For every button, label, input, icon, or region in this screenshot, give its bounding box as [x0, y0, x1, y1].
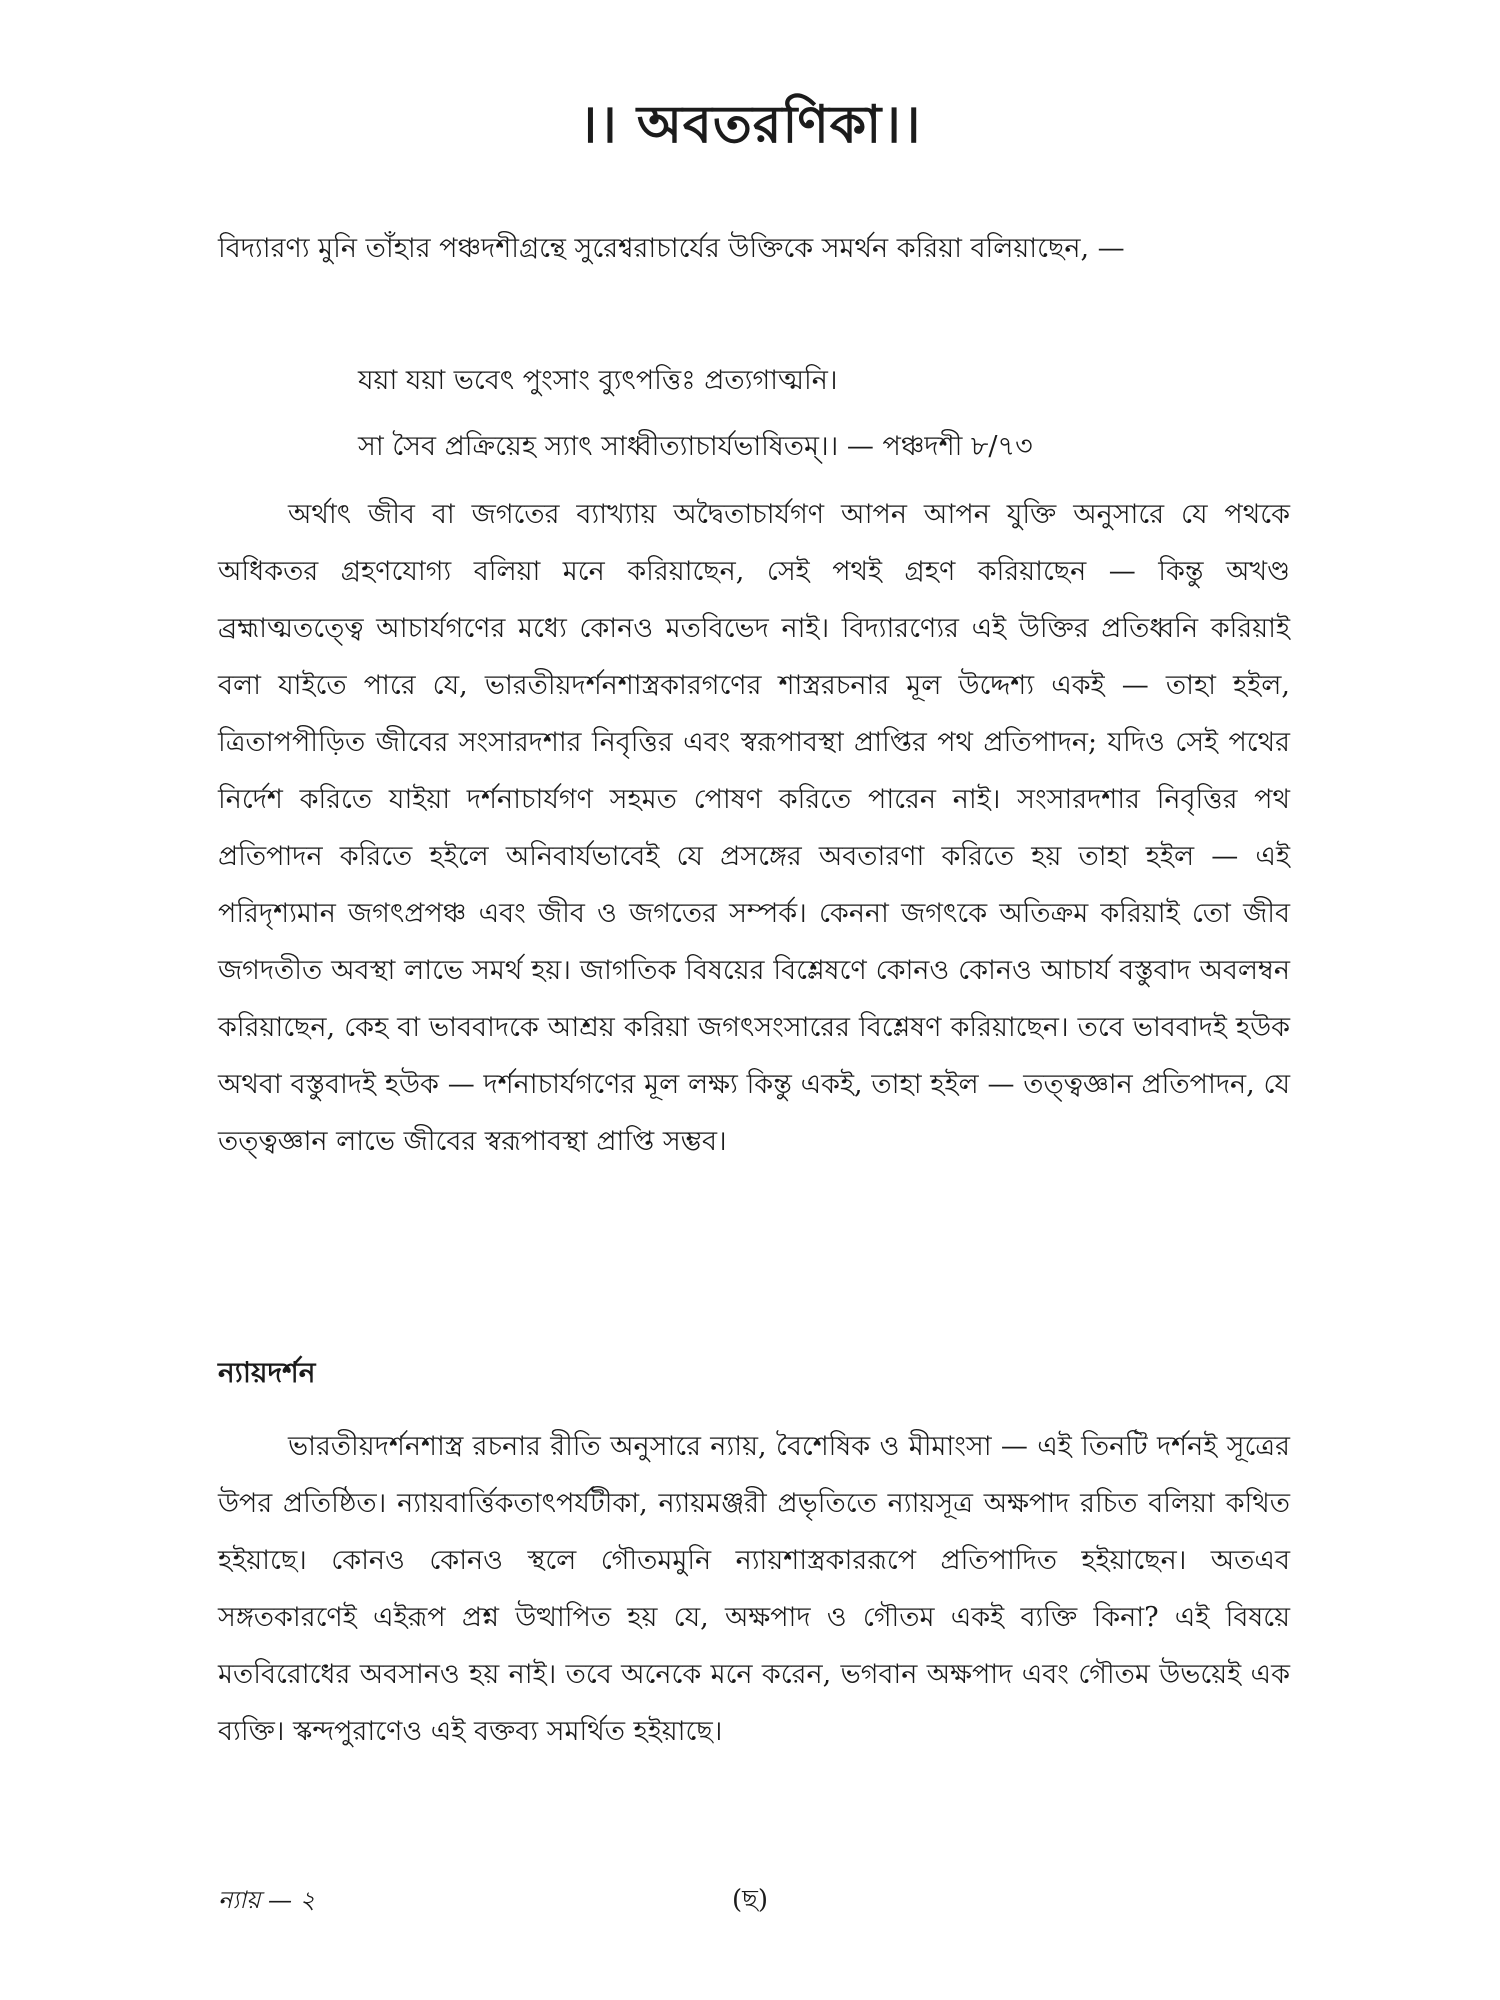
paragraph-1: অর্থাৎ জীব বা জগতের ব্যাখ্যায় অদ্বৈতাচার্যগণ আপন আপন যুক্তি অনুসারে যে পথকে অধিকতর গ্রহণযোগ্য বলিয়া মনে করিয়াছেন, সেই পথই গ্রহণ করিয়াছেন — কিন্তু অখণ্ড ব্রহ্মাত্মতত্ত্বে আচার্যগণের মধ্যে কোনও মতবিভেদ নাই। বিদ্যারণ্যের এই উক্তির প্রতিধ্বনি করিয়াই বলা যাইতে পারে যে, ভারতীয়দর্শনশাস্ত্রকারগণের শাস্ত্ররচনার মূল উদ্দেশ্য একই — তাহা হইল, ত্রিতাপপীড়িত জীবের সংসারদশার নিবৃত্তির এবং স্বরূপাবস্থা প্রাপ্তির পথ প্রতিপাদন; যদিও সেই পথের নির্দেশ করিতে যাইয়া দর্শনাচার্যগণ সহমত পোষণ করিতে পারেন নাই। সংসারদশার নিবৃত্তির পথ প্রতিপাদন করিতে হইলে অনিবার্যভাবেই যে প্রসঙ্গের অবতারণা করিতে হয় তাহা হইল — এই পরিদৃশ্যমান জগৎপ্রপঞ্চ এবং জীব ও জগতের সম্পর্ক। কেননা জগৎকে অতিক্রম করিয়াই তো জীব জগদতীত অবস্থা লাভে সমর্থ হয়। জাগতিক বিষয়ের বিশ্লেষণে কোনও কোনও আচার্য বস্তুবাদ অবলম্বন করিয়াছেন, কেহ বা ভাববাদকে আশ্রয় করিয়া জগৎসংসারের বিশ্লেষণ করিয়াছেন। তবে ভাববাদই হউক অথবা বস্তুবাদই হউক — দর্শনাচার্যগণের মূল লক্ষ্য কিন্তু একই, তাহা হইল — তত্ত্বজ্ঞান প্রতিপাদন, যে তত্ত্বজ্ঞান লাভে জীবের স্বরূপাবস্থা প্রাপ্তি সম্ভব।	[218, 499, 1290, 1157]
page-number: (ছ)	[731, 1885, 769, 1915]
paragraph-2: ভারতীয়দর্শনশাস্ত্র রচনার রীতি অনুসারে ন্যায়, বৈশেষিক ও মীমাংসা — এই তিনটি দর্শনই সূত্রের উপর প্রতিষ্ঠিত। ন্যায়বার্ত্তিকতাৎপর্যটীকা, ন্যায়মঞ্জরী প্রভৃতিতে ন্যায়সূত্র অক্ষপাদ রচিত বলিয়া কথিত হইয়াছে। কোনও কোনও স্থলে গৌতমমুনি ন্যায়শাস্ত্রকাররূপে প্রতিপাদিত হইয়াছেন। অতএব সঙ্গতকারণেই এইরূপ প্রশ্ন উত্থাপিত হয় যে, অক্ষপাদ ও গৌতম একই ব্যক্তি কিনা? এই বিষয়ে মতবিরোধের অবসানও হয় নাই। তবে অনেকে মনে করেন, ভগবান অক্ষপাদ এবং গৌতম উভয়েই এক ব্যক্তি। স্কন্দপুরাণেও এই বক্তব্য সমর্থিত হইয়াছে।	[218, 1431, 1290, 1747]
footer-signature: ন্যায় — ২	[218, 1886, 316, 1914]
verse-line-1: যয়া যয়া ভবেৎ পুংসাং ব্যুৎপত্তিঃ প্রত্যগাত্মনি।	[358, 365, 838, 396]
verse-line-2: সা সৈব প্রক্রিয়েহ স্যাৎ সাধ্বীত্যাচার্যভাষিতম্।। — পঞ্চদশী ৮/৭৩	[358, 431, 1033, 462]
section-heading: ন্যায়দর্শন	[218, 1356, 316, 1389]
page-title: ।। অবতরণিকা।।	[578, 95, 922, 155]
intro-paragraph: বিদ্যারণ্য মুনি তাঁহার পঞ্চদশীগ্রন্থে সুরেশ্বরাচার্যের উক্তিকে সমর্থন করিয়া বলিয়াছেন, —	[218, 233, 1125, 264]
